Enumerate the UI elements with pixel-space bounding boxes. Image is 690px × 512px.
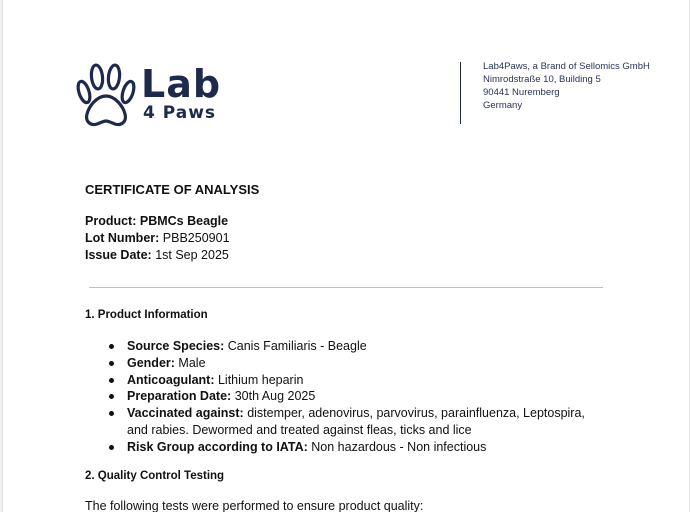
certificate-title: CERTIFICATE OF ANALYSIS bbox=[85, 182, 260, 197]
item-label: Risk Group according to IATA: bbox=[127, 439, 308, 454]
item-value: Lithium heparin bbox=[217, 372, 304, 387]
list-item bbox=[105, 388, 605, 405]
list-item bbox=[105, 338, 605, 355]
item-value: 30th Aug 2025 bbox=[234, 389, 316, 404]
issue-date-row bbox=[85, 247, 230, 264]
issue-date-value: 1st Sep 2025 bbox=[155, 248, 229, 262]
address-line: Nimrodstraße 10, Building 5 bbox=[483, 74, 601, 85]
paw-icon bbox=[75, 62, 137, 128]
product-label: Product: bbox=[85, 214, 137, 228]
item-label: Gender: bbox=[127, 355, 175, 370]
list-item bbox=[105, 405, 605, 439]
product-value: PBMCs Beagle bbox=[139, 214, 229, 228]
certificate-meta bbox=[85, 213, 230, 264]
quality-control-heading: 2. Quality Control Testing bbox=[85, 470, 225, 482]
product-row bbox=[85, 213, 230, 230]
issue-date-label: Issue Date: bbox=[85, 248, 152, 262]
quality-control-intro: The following tests were performed to ensure product quality: bbox=[85, 499, 424, 512]
logo-text-lab: Lab bbox=[141, 62, 222, 106]
item-label: Preparation Date: bbox=[127, 389, 232, 404]
item-label: Anticoagulant: bbox=[127, 372, 215, 387]
address-line: Lab4Paws, a Brand of Sellomics GmbH bbox=[483, 61, 650, 72]
item-value: distemper, adenovirus, parvovirus, parainfluenza, Leptospira, and rabies. Dewormed and treated against fleas, ticks and lice bbox=[127, 406, 585, 437]
item-label: Vaccinated against: bbox=[127, 406, 244, 421]
product-information-heading: 1. Product Information bbox=[85, 309, 208, 321]
lot-value: PBB250901 bbox=[162, 231, 230, 245]
address-line: 90441 Nuremberg bbox=[483, 87, 560, 98]
section-divider bbox=[89, 287, 603, 288]
lot-row bbox=[85, 230, 230, 247]
lot-label: Lot Number: bbox=[85, 231, 160, 245]
item-value: Male bbox=[178, 355, 206, 370]
logo-text-4paws: 4 Paws bbox=[143, 103, 217, 123]
address-line: Germany bbox=[483, 100, 523, 111]
item-label: Source Species: bbox=[127, 339, 225, 353]
header-divider bbox=[460, 62, 461, 124]
product-information-list bbox=[105, 338, 605, 456]
list-item bbox=[105, 372, 605, 389]
company-address bbox=[483, 60, 650, 112]
item-value: Canis Familiaris - Beagle bbox=[227, 339, 367, 353]
list-item bbox=[105, 355, 605, 372]
list-item bbox=[105, 439, 605, 456]
item-value: Non hazardous - Non infectious bbox=[311, 439, 487, 454]
document-page bbox=[2, 0, 690, 512]
lab4paws-logo bbox=[75, 62, 235, 128]
